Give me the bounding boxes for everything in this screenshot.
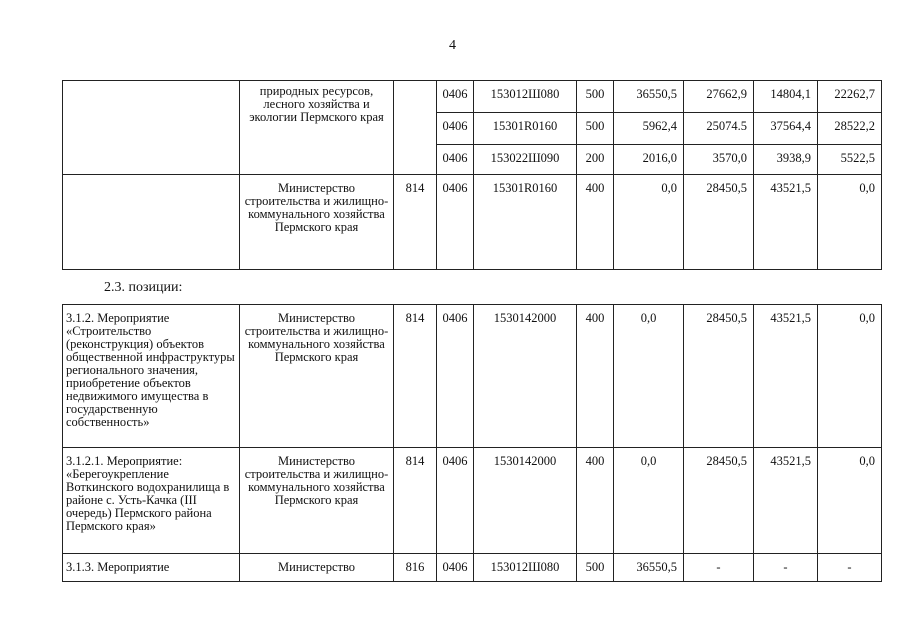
value-cell: 27662,9: [684, 81, 754, 113]
vr-cell: 400: [577, 448, 614, 554]
value-cell: 22262,7: [818, 81, 882, 113]
value-cell: 0,0: [614, 305, 684, 448]
value-cell: 3570,0: [684, 145, 754, 175]
value-cell: 28450,5: [684, 305, 754, 448]
table-row: [63, 305, 882, 448]
value-cell: 36550,5: [614, 554, 684, 582]
value-cell: 0,0: [818, 175, 882, 270]
value-cell: -: [684, 554, 754, 582]
budget-table-continued: [62, 80, 882, 270]
table-row: [63, 448, 882, 554]
value-cell: 28522,2: [818, 113, 882, 145]
section-cell: 0406: [437, 113, 474, 145]
name-cell-empty: [63, 175, 240, 270]
value-cell: 36550,5: [614, 81, 684, 113]
name-cell: 3.1.2.1. Мероприятие: «Берегоукрепление Воткинского водохранилища в районе с. Усть-Качка (III очередь) Пермского района Пермского края»: [63, 448, 240, 554]
value-cell: 25074.5: [684, 113, 754, 145]
vr-cell: 400: [577, 305, 614, 448]
section-label: 2.3. позиции:: [104, 280, 183, 295]
section-cell: 0406: [437, 448, 474, 554]
vr-cell: 500: [577, 113, 614, 145]
value-cell: 28450,5: [684, 448, 754, 554]
grbs-cell: 814: [394, 448, 437, 554]
csr-cell: 1530142000: [474, 305, 577, 448]
value-cell: -: [818, 554, 882, 582]
section-cell: 0406: [437, 145, 474, 175]
grbs-cell: 816: [394, 554, 437, 582]
vr-cell: 500: [577, 554, 614, 582]
csr-cell: 1530142000: [474, 448, 577, 554]
section-cell: 0406: [437, 305, 474, 448]
value-cell: 14804,1: [754, 81, 818, 113]
org-cell: природных ресурсов, лесного хозяйства и экологии Пермского края: [240, 81, 394, 175]
org-cell: Министерство строительства и жилищно-коммунального хозяйства Пермского края: [240, 175, 394, 270]
org-cell: Министерство строительства и жилищно-коммунального хозяйства Пермского края: [240, 305, 394, 448]
value-cell: 0,0: [614, 448, 684, 554]
name-cell: 3.1.2. Мероприятие «Строительство (реконструкция) объектов общественной инфраструктуры регионального значения, приобретение объектов недвижимого имущества в государственную собственность»: [63, 305, 240, 448]
csr-cell: 153012Ш080: [474, 554, 577, 582]
value-cell: 43521,5: [754, 305, 818, 448]
section-cell: 0406: [437, 81, 474, 113]
vr-cell: 200: [577, 145, 614, 175]
name-cell-empty: [63, 81, 240, 175]
vr-cell: 400: [577, 175, 614, 270]
table-row: [63, 175, 882, 270]
org-cell: Министерство: [240, 554, 394, 582]
table-row: [63, 81, 882, 113]
value-cell: 0,0: [818, 448, 882, 554]
value-cell: 0,0: [614, 175, 684, 270]
csr-cell: 15301R0160: [474, 113, 577, 145]
value-cell: 37564,4: [754, 113, 818, 145]
csr-cell: 153022Ш090: [474, 145, 577, 175]
section-cell: 0406: [437, 175, 474, 270]
name-cell: 3.1.3. Мероприятие: [63, 554, 240, 582]
value-cell: 2016,0: [614, 145, 684, 175]
csr-cell: 15301R0160: [474, 175, 577, 270]
grbs-cell-empty: [394, 81, 437, 175]
value-cell: 43521,5: [754, 448, 818, 554]
vr-cell: 500: [577, 81, 614, 113]
grbs-cell: 814: [394, 305, 437, 448]
org-cell: Министерство строительства и жилищно-коммунального хозяйства Пермского края: [240, 448, 394, 554]
table-row: [63, 554, 882, 582]
budget-table-positions: [62, 304, 882, 582]
value-cell: 5522,5: [818, 145, 882, 175]
value-cell: 5962,4: [614, 113, 684, 145]
value-cell: -: [754, 554, 818, 582]
value-cell: 0,0: [818, 305, 882, 448]
page-number: 4: [449, 38, 456, 53]
csr-cell: 153012Ш080: [474, 81, 577, 113]
section-cell: 0406: [437, 554, 474, 582]
value-cell: 43521,5: [754, 175, 818, 270]
value-cell: 3938,9: [754, 145, 818, 175]
grbs-cell: 814: [394, 175, 437, 270]
value-cell: 28450,5: [684, 175, 754, 270]
